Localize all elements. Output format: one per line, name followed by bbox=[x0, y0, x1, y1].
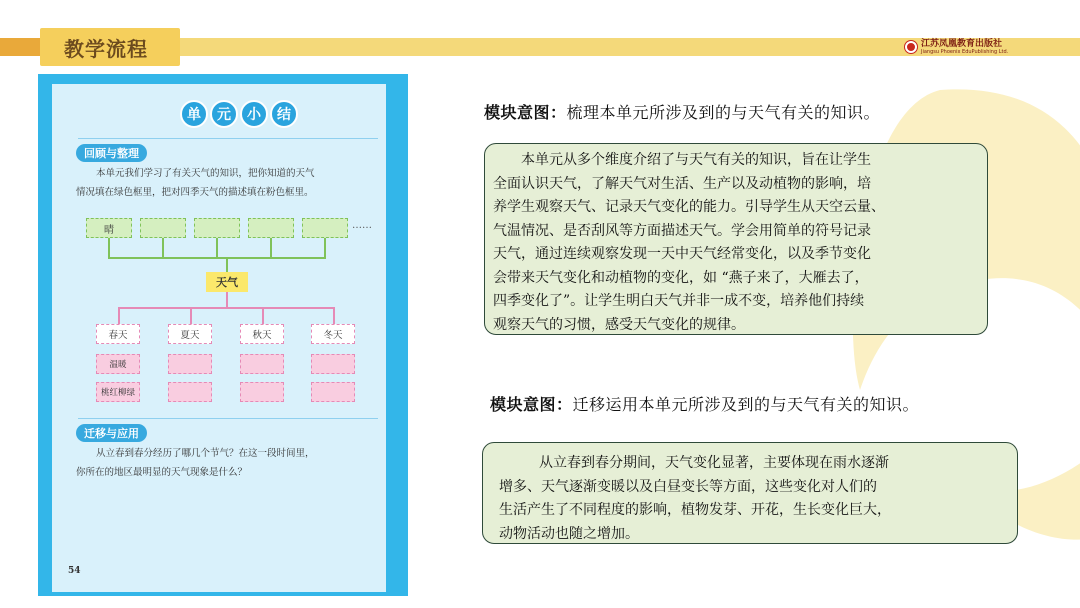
connector bbox=[162, 238, 164, 258]
weather-box bbox=[248, 218, 294, 238]
season-desc: 温暖 bbox=[96, 354, 140, 374]
divider bbox=[78, 138, 378, 139]
connector bbox=[190, 307, 192, 324]
publisher-name-en: Jiangsu Phoenix EduPublishing Ltd. bbox=[921, 48, 1009, 55]
weather-box: 晴 bbox=[86, 218, 132, 238]
connector bbox=[270, 238, 272, 258]
page-title: 教学流程 bbox=[64, 37, 148, 61]
unit-title-char: 元 bbox=[210, 100, 238, 128]
ellipsis: …… bbox=[352, 220, 372, 231]
season-spring: 春天 bbox=[96, 324, 140, 344]
header-accent bbox=[0, 38, 40, 56]
section-review-text-2: 情况填在绿色框里，把对四季天气的描述填在粉色框里。 bbox=[76, 187, 314, 198]
module1-line: 本单元从多个维度介绍了与天气有关的知识，旨在让学生 bbox=[521, 152, 871, 168]
section-apply-tag: 迁移与应用 bbox=[76, 424, 147, 442]
module1-intent bbox=[484, 100, 880, 123]
module1-line: 气温情况、是否刮风等方面描述天气。学会用简单的符号记录 bbox=[493, 222, 871, 239]
season-desc bbox=[240, 354, 284, 374]
unit-summary-title bbox=[180, 100, 298, 128]
weather-box bbox=[194, 218, 240, 238]
unit-title-char: 结 bbox=[270, 100, 298, 128]
connector bbox=[226, 257, 228, 272]
unit-title-char: 小 bbox=[240, 100, 268, 128]
season-desc bbox=[240, 382, 284, 402]
module2-intent bbox=[490, 392, 919, 415]
season-desc bbox=[311, 354, 355, 374]
season-desc bbox=[311, 382, 355, 402]
connector bbox=[226, 292, 228, 308]
phoenix-logo-icon bbox=[905, 41, 917, 53]
module1-line: 会带来天气变化和动植物的变化，如 “燕子来了，大雁去了， bbox=[493, 269, 869, 286]
season-summer: 夏天 bbox=[168, 324, 212, 344]
connector bbox=[216, 238, 218, 258]
section-apply-text-1: 从立春到春分经历了哪几个节气？在这一段时间里， bbox=[96, 448, 315, 459]
connector bbox=[118, 307, 120, 324]
module1-intent-text: 梳理本单元所涉及到的与天气有关的知识。 bbox=[566, 103, 881, 122]
weather-center-box: 天气 bbox=[206, 272, 248, 292]
unit-title-char: 单 bbox=[180, 100, 208, 128]
section-review-tag: 回顾与整理 bbox=[76, 144, 147, 162]
module1-line: 观察天气的习惯，感受天气变化的规律。 bbox=[493, 316, 745, 333]
connector bbox=[108, 257, 326, 259]
publisher-name: 江苏凤凰教育出版社 bbox=[921, 38, 1003, 49]
module1-line: 全面认识天气，了解天气对生活、生产以及动植物的影响，培 bbox=[493, 175, 871, 192]
connector bbox=[118, 307, 334, 309]
module1-line: 养学生观察天气、记录天气变化的能力。引导学生从天空云量、 bbox=[493, 199, 885, 215]
module2-card bbox=[482, 442, 1018, 544]
module2-line: 从立春到春分期间，天气变化显著，主要体现在雨水逐渐 bbox=[539, 455, 889, 471]
module2-line: 增多、天气逐渐变暖以及白昼变长等方面，这些变化对人们的 bbox=[499, 478, 877, 495]
publisher-logo bbox=[905, 38, 1008, 56]
weather-box bbox=[302, 218, 348, 238]
season-autumn: 秋天 bbox=[240, 324, 284, 344]
section-review-text-1: 本单元我们学习了有关天气的知识，把你知道的天气 bbox=[96, 168, 315, 179]
connector bbox=[324, 238, 326, 258]
connector bbox=[262, 307, 264, 324]
page-number: 54 bbox=[68, 566, 81, 576]
connector bbox=[333, 307, 335, 324]
module1-line: 天气，通过连续观察发现一天中天气经常变化，以及季节变化 bbox=[493, 246, 871, 262]
section-apply-text-2: 你所在的地区最明显的天气现象是什么？ bbox=[76, 467, 248, 478]
season-desc bbox=[168, 382, 212, 402]
module2-line: 动物活动也随之增加。 bbox=[499, 525, 639, 542]
season-desc bbox=[168, 354, 212, 374]
season-winter: 冬天 bbox=[311, 324, 355, 344]
weather-box bbox=[140, 218, 186, 238]
module1-line: 四季变化了”。让学生明白天气并非一成不变，培养他们持续 bbox=[493, 293, 865, 309]
module2-line: 生活产生了不同程度的影响，植物发芽、开花，生长变化巨大， bbox=[499, 502, 891, 518]
divider bbox=[78, 418, 378, 419]
module2-intent-text: 迁移运用本单元所涉及到的与天气有关的知识。 bbox=[572, 395, 920, 414]
module2-label: 模块意图： bbox=[490, 395, 573, 414]
season-desc: 桃红柳绿 bbox=[96, 382, 140, 402]
module1-label: 模块意图： bbox=[484, 103, 567, 122]
module1-card bbox=[484, 143, 988, 335]
connector bbox=[108, 238, 110, 258]
